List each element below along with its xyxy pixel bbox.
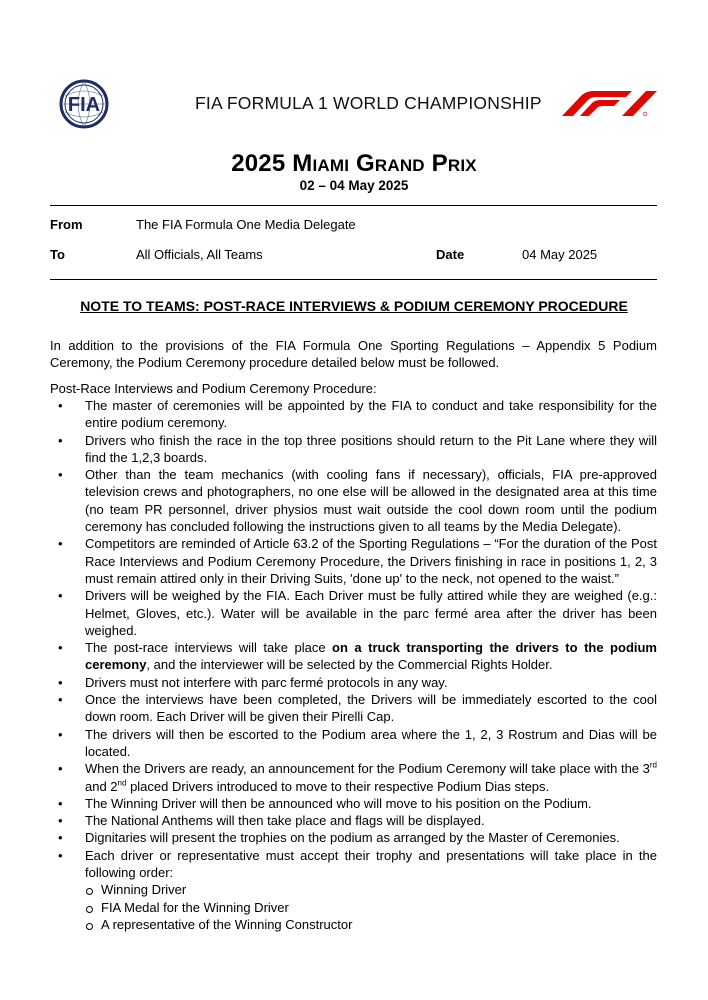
list-item: • The Winning Driver will then be announced who will move to his position on the Podium.: [50, 795, 657, 812]
superscript: nd: [117, 778, 127, 788]
intro-paragraph: In addition to the provisions of the FIA Formula One Sporting Regulations – Appendix 5 Podium Ceremony, the Podium Ceremony procedure detailed below must be followed.: [50, 338, 657, 370]
item-text: , and the interviewer will be selected by the Commercial Rights Holder.: [146, 657, 553, 673]
event-dates: 02 – 04 May 2025: [299, 178, 409, 193]
divider-bottom: [50, 279, 657, 280]
list-item: • Drivers who finish the race in the top three positions should return to the Pit Lane where they will find the 1,2,3 boards.: [50, 432, 657, 467]
list-item: • Drivers will be weighed by the FIA. Each Driver must be fully attired while they are weighed (e.g.: Helmet, Gloves, etc.). Water will be available in the parc fermé area after the driver has been weighed.: [50, 587, 657, 639]
item-text: When the Drivers are ready, an announcement for the Podium Ceremony will take place with the 3: [85, 761, 650, 777]
to-value: All Officials, All Teams: [136, 247, 263, 262]
superscript: rd: [649, 760, 657, 770]
fia-logo-text: FIA: [67, 94, 101, 116]
item-text: and 2: [85, 778, 118, 794]
order-item: A representative of the Winning Constructor: [85, 916, 657, 933]
from-value: The FIA Formula One Media Delegate: [136, 217, 356, 232]
list-item: • The master of ceremonies will be appointed by the FIA to conduct and take responsibility for the entire podium ceremony.: [50, 397, 657, 432]
divider-top: [50, 205, 657, 206]
event-title: 2025 Miami Grand Prix: [231, 150, 477, 177]
list-item: • The drivers will then be escorted to the Podium area where the 1, 2, 3 Rostrum and Dias will be located.: [50, 726, 657, 761]
date-label: Date: [436, 247, 465, 262]
order-item: FIA Medal for the Winning Driver: [85, 899, 657, 916]
list-item: • Dignitaries will present the trophies on the podium as arranged by the Master of Ceremonies.: [50, 829, 657, 846]
order-item: Winning Driver: [85, 881, 657, 898]
list-item: • Other than the team mechanics (with cooling fans if necessary), officials, FIA pre-approved television crews and photographers, no one else will be allowed in the designated area at this time (no team PR personnel, driver physios must wait outside the cool down room until the podium ceremony has concluded following the instructions given to all teams by the Media Delegate).: [50, 466, 657, 535]
fia-logo: [50, 78, 120, 130]
to-label: To: [50, 247, 65, 262]
item-text: The post-race interviews will take place: [85, 640, 333, 656]
championship-title: FIA FORMULA 1 WORLD CHAMPIONSHIP: [195, 93, 542, 113]
item-bold-text: on a truck transporting the drivers to the podium ceremony: [85, 640, 657, 673]
item-text: Each driver or representative must accept their trophy and presentations will take place in the following order:: [85, 847, 657, 881]
note-heading: NOTE TO TEAMS: POST-RACE INTERVIEWS & PODIUM CEREMONY PROCEDURE: [80, 298, 628, 314]
item-text: placed Drivers introduced to move to their respective Podium Dias steps.: [126, 778, 550, 794]
list-item: • The National Anthems will then take place and flags will be displayed.: [50, 812, 657, 829]
f1-logo: [560, 88, 660, 118]
list-item: [50, 639, 657, 674]
presentation-order-list: [85, 881, 657, 933]
list-item: • Once the interviews have been completed, the Drivers will be immediately escorted to the cool down room. Each Driver will be given their Pirelli Cap.: [50, 691, 657, 726]
from-label: From: [50, 217, 83, 232]
list-item: [50, 847, 657, 933]
list-item: • Drivers must not interfere with parc fermé protocols in any way.: [50, 674, 657, 691]
list-item: • Competitors are reminded of Article 63.2 of the Sporting Regulations – “For the duration of the Post Race Interviews and Podium Ceremony Procedure, the Drivers finishing in race in positions 1, 2, 3 must remain attired only in their Driving Suits, 'done up' to the neck, not opened to the waist.”: [50, 535, 657, 587]
procedure-list: [50, 397, 657, 933]
date-value: 04 May 2025: [522, 247, 598, 262]
list-item: [50, 760, 657, 795]
procedure-title: Post-Race Interviews and Podium Ceremony Procedure:: [50, 381, 377, 396]
